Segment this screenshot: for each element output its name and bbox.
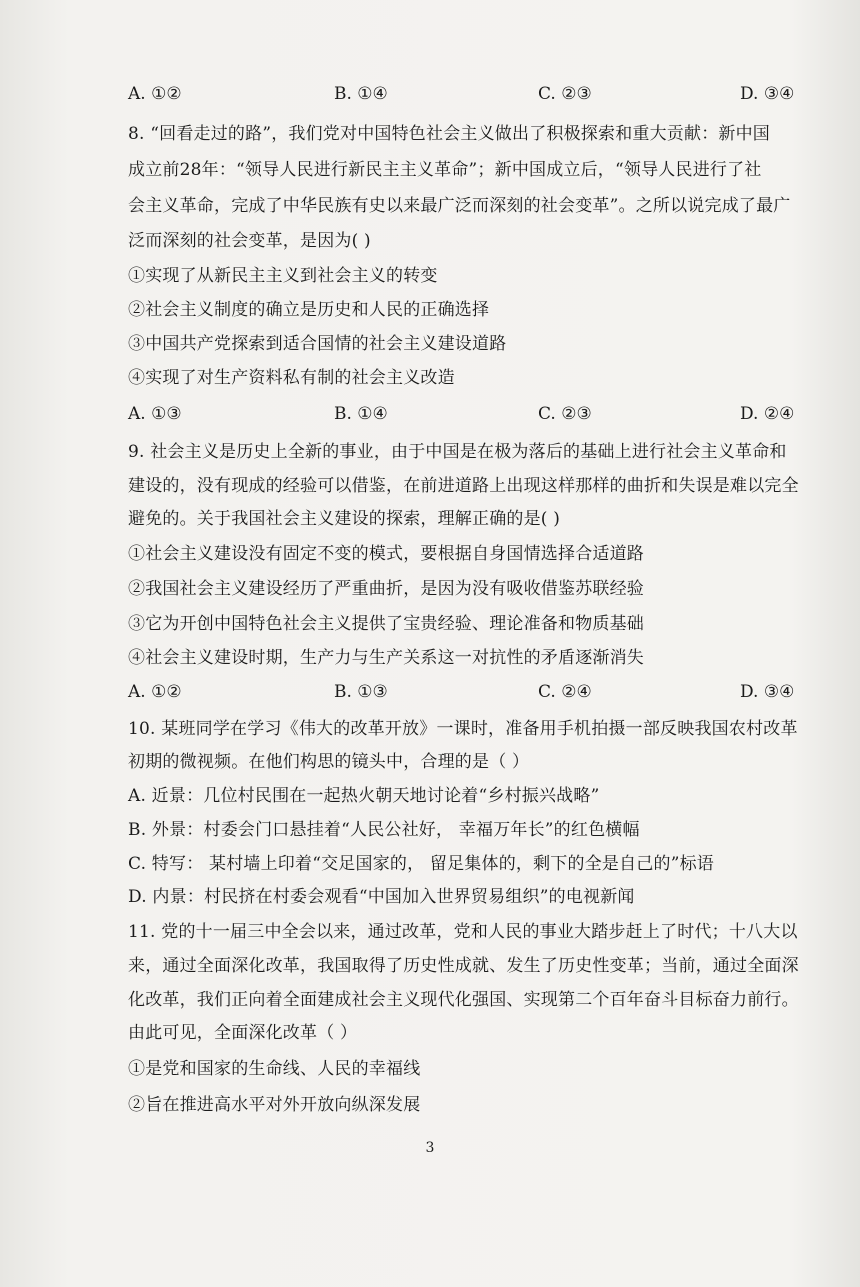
q8-option-b: B. ①④ [334, 404, 388, 424]
q8-options [128, 402, 808, 426]
q10-stem-line: 初期的微视频。在他们构思的镜头中，合理的是（ ） [128, 752, 530, 772]
q9-item: ①社会主义建设没有固定不变的模式，要根据自身国情选择合适道路 [128, 544, 644, 564]
q7-option-c: C. ②③ [538, 84, 592, 104]
q8-stem-line: 8. “回看走过的路”，我们党对中国特色社会主义做出了积极探索和重大贡献：新中国 [128, 124, 771, 144]
q9-option-c: C. ②④ [538, 682, 592, 702]
q9-option-d: D. ③④ [740, 682, 795, 702]
q9-options [128, 680, 808, 704]
q8-stem-line: 会主义革命，完成了中华民族有史以来最广泛而深刻的社会变革”。之所以说完成了最广 [128, 196, 791, 216]
q8-option-c: C. ②③ [538, 404, 592, 424]
q8-item: ③中国共产党探索到适合国情的社会主义建设道路 [128, 334, 507, 354]
q7-options [128, 82, 808, 106]
q11-stem-line: 11. 党的十一届三中全会以来，通过改革，党和人民的事业大踏步赶上了时代；十八大以 [128, 922, 798, 942]
q10-choice-b: B. 外景：村委会门口悬挂着“人民公社好， 幸福万年长”的红色横幅 [128, 820, 640, 840]
q10-choice-a: A. 近景：几位村民围在一起热火朝天地讨论着“乡村振兴战略” [128, 786, 600, 806]
q9-stem-line: 建设的，没有现成的经验可以借鉴，在前进道路上出现这样那样的曲折和失误是难以完全 [128, 476, 799, 496]
q10-choice-d: D. 内景：村民挤在村委会观看“中国加入世界贸易组织”的电视新闻 [128, 887, 635, 907]
q8-stem-line: 泛而深刻的社会变革，是因为( ) [128, 231, 371, 251]
q11-stem-line: 化改革，我们正向着全面建成社会主义现代化强国、实现第二个百年奋斗目标奋力前行。 [128, 990, 799, 1010]
q7-option-b: B. ①④ [334, 84, 388, 104]
q11-item: ①是党和国家的生命线、人民的幸福线 [128, 1059, 421, 1079]
q11-stem-line: 由此可见，全面深化改革（ ） [128, 1023, 358, 1043]
q11-item: ②旨在推进高水平对外开放向纵深发展 [128, 1095, 421, 1115]
q8-item: ④实现了对生产资料私有制的社会主义改造 [128, 368, 455, 388]
q9-option-b: B. ①③ [334, 682, 388, 702]
q8-option-a: A. ①③ [128, 404, 182, 424]
q9-stem-line: 9. 社会主义是历史上全新的事业，由于中国是在极为落后的基础上进行社会主义革命和 [128, 442, 787, 462]
q10-choice-c: C. 特写： 某村墙上印着“交足国家的， 留足集体的，剩下的全是自己的”标语 [128, 854, 714, 874]
q9-item: ②我国社会主义建设经历了严重曲折，是因为没有吸收借鉴苏联经验 [128, 579, 644, 599]
q8-item: ②社会主义制度的确立是历史和人民的正确选择 [128, 300, 490, 320]
q8-item: ①实现了从新民主主义到社会主义的转变 [128, 266, 438, 286]
q10-stem-line: 10. 某班同学在学习《伟大的改革开放》一课时，准备用手机拍摄一部反映我国农村改革 [128, 719, 798, 739]
q7-option-d: D. ③④ [740, 84, 795, 104]
q9-item: ④社会主义建设时期，生产力与生产关系这一对抗性的矛盾逐渐消失 [128, 648, 644, 668]
q11-stem-line: 来，通过全面深化改革，我国取得了历史性成就、发生了历史性变革；当前，通过全面深 [128, 956, 799, 976]
q8-option-d: D. ②④ [740, 404, 795, 424]
q9-item: ③它为开创中国特色社会主义提供了宝贵经验、理论准备和物质基础 [128, 614, 644, 634]
q7-option-a: A. ①② [128, 84, 182, 104]
q9-stem-line: 避免的。关于我国社会主义建设的探索，理解正确的是( ) [128, 509, 561, 529]
q9-option-a: A. ①② [128, 682, 182, 702]
q8-stem-line: 成立前28年：“领导人民进行新民主主义革命”；新中国成立后，“领导人民进行了社 [128, 160, 762, 180]
page-number: 3 [425, 1140, 435, 1156]
